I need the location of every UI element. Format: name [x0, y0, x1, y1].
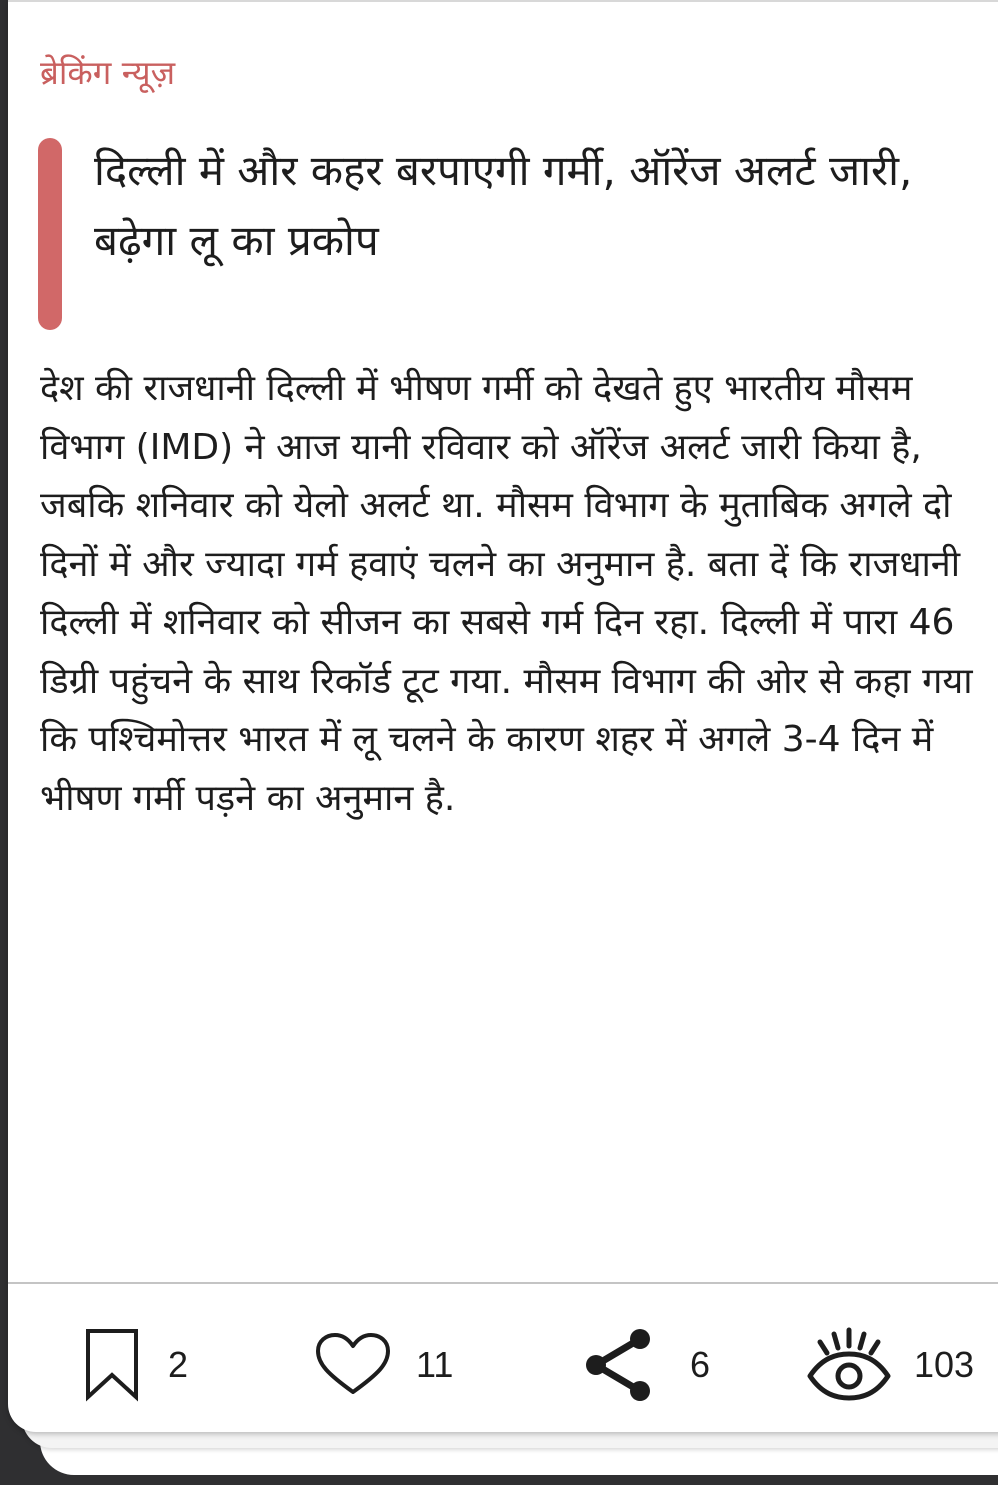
- eye-icon: [806, 1326, 892, 1404]
- heart-icon: [314, 1332, 392, 1398]
- category-label: ब्रेकिंग न्यूज़: [40, 53, 176, 92]
- like-count: 11: [416, 1344, 454, 1385]
- share-icon: [580, 1327, 656, 1403]
- views-indicator: [806, 1320, 974, 1410]
- bookmark-count: 2: [168, 1344, 189, 1385]
- headline-accent-bar: [38, 138, 62, 330]
- bookmark-button[interactable]: [84, 1320, 188, 1410]
- like-button[interactable]: [314, 1320, 453, 1410]
- news-card[interactable]: [8, 0, 998, 1432]
- card-top-border: [8, 0, 998, 2]
- bookmark-icon: [84, 1327, 140, 1403]
- article-headline[interactable]: दिल्ली में और कहर बरपाएगी गर्मी, ऑरेंज अलर्ट जारी, बढ़ेगा लू का प्रकोप: [94, 146, 913, 265]
- views-count: 103: [914, 1344, 975, 1385]
- article-body: देश की राजधानी दिल्ली में भीषण गर्मी को देखते हुए भारतीय मौसम विभाग (IMD) ने आज यानी रविवार को ऑरेंज अलर्ट जारी किया है, जबकि शनिवार को येलो अलर्ट था. मौसम विभाग के मुताबिक अगले दो दिनों में और ज्यादा गर्म हवाएं चलने का अनुमान है. बता दें कि राजधानी दिल्ली में शनिवार को सीजन का सबसे गर्म दिन रहा. दिल्ली में पारा 46 डिग्री पहुंचने के साथ रिकॉर्ड टूट गया. मौसम विभाग की ओर से कहा गया कि पश्चिमोत्तर भारत में लू चलने के कारण शहर में अगले 3-4 दिन में भीषण गर्मी पड़ने का अनुमान है.: [40, 368, 973, 819]
- footer-divider: [8, 1282, 998, 1284]
- share-button[interactable]: [580, 1320, 710, 1410]
- share-count: 6: [690, 1344, 711, 1385]
